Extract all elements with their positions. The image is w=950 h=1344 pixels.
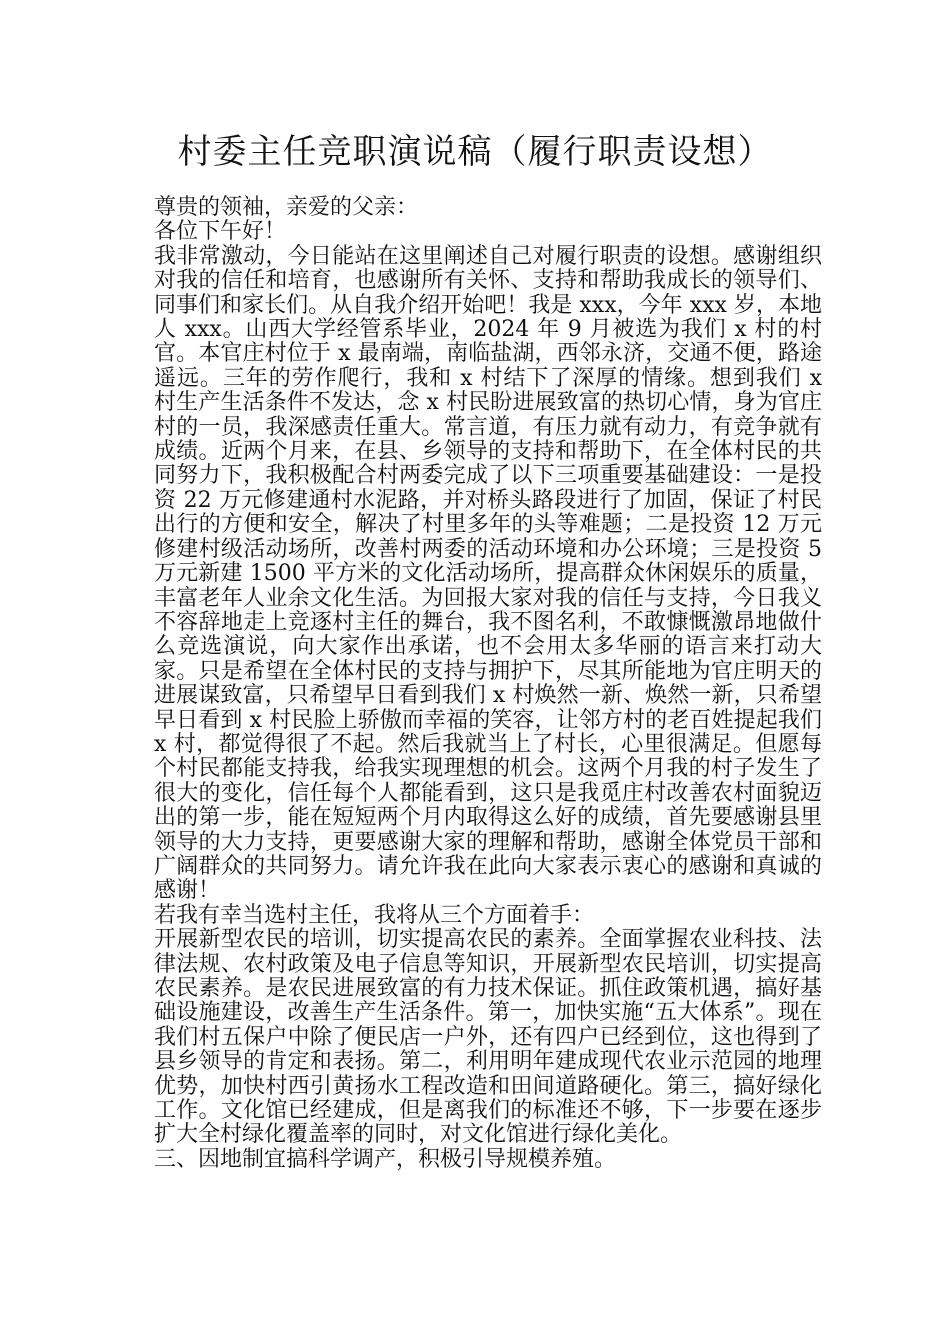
greeting: 各位下午好！ xyxy=(154,219,287,245)
document-body xyxy=(146,196,822,1172)
paragraph-training: 开展新型农民的培训，切实提高农民的素养。全面掌握农业科技、法律法规、农村政策及电子信息等知识，开展新型农民培训，切实提高农民素养。是农民进展致富的有力技术保证。抓住政策机遇，搞好基础设施建设，改善生产生活条件。第一，加快实施“五大体系”。现在我们村五保户中除了便民店一户外，还有四户已经到位，这也得到了县乡领导的肯定和表扬。第二，利用明年建成现代农业示范园的地理优势，加快村西引黄扬水工程改造和田间道路硬化。第三，搞好绿化工作。文化馆已经建成，但是离我们的标准还不够，下一步要在逐步扩大全村绿化覆盖率的同时，对文化馆进行绿化美化。 xyxy=(154,927,822,1148)
salutation: 尊贵的领袖，亲爱的父亲： xyxy=(154,195,419,220)
paragraph-point-three: 三、因地制宜搞科学调产，积极引导规模养殖。 xyxy=(154,1146,617,1172)
document-title: 村委主任竞职演说稿（履行职责设想） xyxy=(177,132,773,172)
paragraph-plan-intro: 若我有幸当选村主任，我将从三个方面着手： xyxy=(154,902,595,928)
paragraph-introduction: 我非常激动，今日能站在这里阐述自己对履行职责的设想。感谢组织对我的信任和培育，也感谢所有关怀、支持和帮助我成长的领导们、同事们和家长们。从自我介绍开始吧！我是 xxx，今年 xxx 岁，本地人 xxx。山西大学经管系毕业，2024 年 9 月被选为我们 x 村的村官。本官庄村位于 x 最南端，南临盐湖，西邻永济，交通不便，路途遥远。三年的劳作爬行，我和 x 村结下了深厚的情缘。想到我们 x 村生产生活条件不发达，念 x 村民盼进展致富的热切心情，身为官庄村的一员，我深感责任重大。常言道，有压力就有动力，有竞争就有成绩。近两个月来，在县、乡领导的支持和帮助下，在全体村民的共同努力下，我积极配合村两委完成了以下三项重要基础建设：一是投资 22 万元修建通村水泥路，并对桥头路段进行了加固，保证了村民出行的方便和安全，解决了村里多年的头等难题；二是投资 12 万元修建村级活动场所，改善村两委的活动环境和办公环境；三是投资 5 万元新建 1500 平方米的文化活动场所，提高群众休闲娱乐的质量，丰富老年人业余文化生活。为回报大家对我的信任与支持，今日我义不容辞地走上竞逐村主任的舞台，我不图名利，不敢慷慨激昂地做什么竞选演说，向大家作出承诺，也不会用太多华丽的语言来打动大家。只是希望在全体村民的支持与拥护下，尽其所能地为官庄明天的进展谋致富，只希望早日看到我们 x 村焕然一新、焕然一新，只希望早日看到 x 村民脸上骄傲而幸福的笑容，让邻方村的老百姓提起我们 x 村，都觉得很了不起。然后我就当上了村长，心里很满足。但愿每个村民都能支持我，给我实现理想的机会。这两个月我的村子发生了很大的变化，信任每个人都能看到，这只是我觅庄村改善农村面貌迈出的第一步，能在短短两个月内取得这么好的成绩，首先要感谢县里领导的大力支持，更要感谢大家的理解和帮助，感谢全体党员干部和广阔群众的共同努力。请允许我在此向大家表示衷心的感谢和真诚的感谢！ xyxy=(154,243,822,904)
